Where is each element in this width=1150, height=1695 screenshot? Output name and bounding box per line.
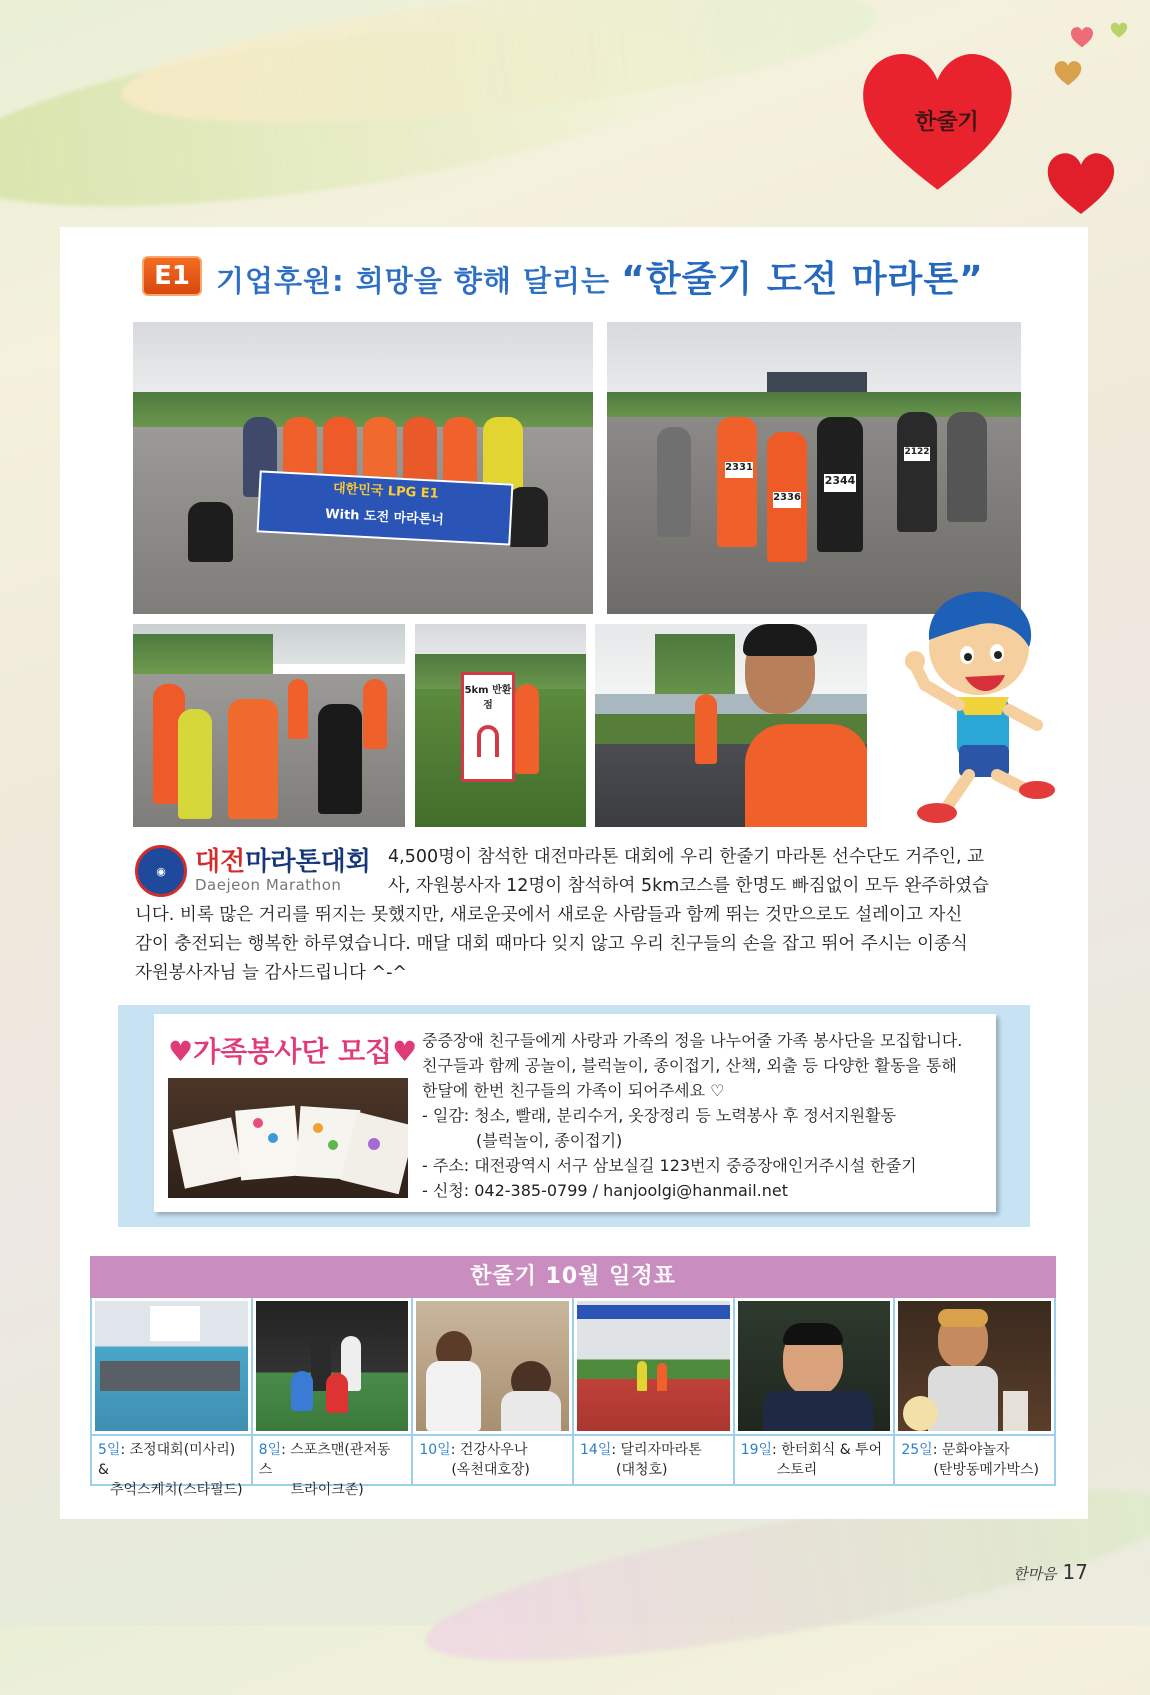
schedule-item	[574, 1298, 735, 1484]
schedule-photo	[577, 1301, 730, 1431]
volunteer-photo	[168, 1078, 408, 1198]
schedule-item	[92, 1298, 253, 1498]
schedule-day: 5일	[98, 1442, 121, 1458]
schedule-text: 스토리	[776, 1462, 818, 1478]
volunteer-line: - 신청: 042-385-0799 / hanjoolgi@hanmail.net	[422, 1181, 789, 1200]
sign-text: 5km 반환점	[464, 685, 512, 711]
volunteer-line: 중증장애 친구들에게 사랑과 가족의 정을 나누어줄 가족 봉사단을 모집합니다.	[422, 1031, 963, 1050]
logo-subtitle: Daejeon Marathon	[195, 876, 342, 894]
schedule-day: 25일	[901, 1442, 933, 1458]
schedule-photo	[95, 1301, 248, 1431]
corner-tag: 한줄기	[915, 110, 979, 135]
schedule-day: 19일	[740, 1442, 773, 1458]
banner-sub: With 도전 마라톤너	[324, 506, 445, 529]
schedule-text: : 스포츠맨(관저동 스	[258, 1442, 391, 1478]
volunteer-line: - 주소: 대전광역시 서구 삼보실길 123번지 중증장애인거주시설 한줄기	[422, 1156, 917, 1175]
volunteer-title: ♥가족봉사단 모집♥	[168, 1035, 418, 1068]
volunteer-recruit-box	[118, 1005, 1030, 1227]
bib-number: 2331	[725, 462, 753, 478]
e1-logo: E1	[142, 256, 202, 296]
article-headline	[142, 253, 984, 299]
schedule-day: 10일	[419, 1442, 451, 1458]
schedule-text: : 문화야놀자	[932, 1442, 1010, 1458]
tiny-heart-icon	[1053, 60, 1083, 86]
article-line: 사, 자원봉사자 12명이 참석하여 5km코스를 한명도 빠짐없이 모두 완주하였습	[388, 876, 989, 896]
bib-number: 2336	[773, 492, 801, 508]
logo-title-blue: 마라톤대회	[245, 847, 371, 877]
bib-number: 2122	[904, 447, 930, 461]
photo-stretching	[133, 624, 405, 827]
schedule-item	[413, 1298, 574, 1484]
photo-smiling-runner	[595, 624, 867, 827]
schedule-text: : 조정대회(미사리) &	[98, 1442, 236, 1478]
schedule-item	[895, 1298, 1054, 1484]
october-schedule	[90, 1256, 1056, 1498]
volunteer-details	[422, 1028, 962, 1203]
schedule-text: : 한터회식 & 투어	[772, 1442, 883, 1458]
volunteer-card	[154, 1014, 996, 1212]
volunteer-line: (블럭놀이, 종이접기)	[476, 1131, 623, 1150]
schedule-photo	[898, 1301, 1051, 1431]
article-line: 니다. 비록 많은 거리를 뛰지는 못했지만, 새로운곳에서 새로운 사람들과 함께 뛰는 것만으로도 설레이고 자신	[135, 905, 963, 925]
schedule-text: (탄방동메가박스)	[933, 1462, 1039, 1478]
running-boy-illustration	[897, 585, 1057, 835]
tiny-heart-icon	[1110, 22, 1128, 38]
schedule-grid	[90, 1298, 1056, 1498]
schedule-text: : 달리자마라톤	[611, 1442, 702, 1458]
schedule-photo	[416, 1301, 569, 1431]
turnaround-sign	[461, 672, 515, 782]
small-heart-icon	[1045, 148, 1117, 218]
page-footer	[1013, 1560, 1088, 1584]
daejeon-marathon-logo	[135, 845, 371, 897]
photo-runners	[607, 322, 1021, 614]
banner-text: 대한민국 LPG E1	[332, 481, 440, 502]
volunteer-line: 한달에 한번 친구들의 가족이 되어주세요 ♡	[422, 1081, 725, 1100]
article-line: 자원봉사자님 늘 감사드립니다 ^-^	[135, 963, 408, 983]
bib-number: 2344	[824, 474, 856, 492]
page-number: 17	[1062, 1560, 1088, 1584]
schedule-text: 트라이크존)	[290, 1482, 364, 1498]
volunteer-line: - 일감: 청소, 빨래, 분리수거, 옷장정리 등 노력봉사 후 정서지원활동	[422, 1106, 897, 1125]
schedule-photo	[256, 1301, 409, 1431]
article-line: 4,500명이 참석한 대전마라톤 대회에 우리 한줄기 마라톤 선수단도 거주인, 교	[388, 847, 984, 867]
schedule-title: 한줄기 10월 일정표	[90, 1256, 1056, 1298]
photo-5km-sign	[415, 624, 586, 827]
schedule-text: : 건강사우나	[450, 1442, 528, 1458]
schedule-item	[735, 1298, 896, 1484]
headline-quoted: “한줄기 도전 마라톤”	[621, 258, 984, 300]
volunteer-line: 친구들과 함께 공놀이, 블럭놀이, 종이접기, 산책, 외출 등 다양한 활동을 통해	[422, 1056, 957, 1075]
photo-banner	[257, 470, 514, 545]
schedule-text: 추억스케치(스타필드)	[110, 1482, 243, 1498]
tiny-heart-icon	[1070, 26, 1094, 48]
schedule-item	[253, 1298, 414, 1498]
schedule-text: (옥천대호장)	[451, 1462, 530, 1478]
magazine-name: 한마음	[1013, 1565, 1057, 1583]
schedule-text: (대청호)	[616, 1462, 668, 1478]
headline-prefix: 기업후원: 희망을 향해 달리는	[216, 263, 611, 298]
marathon-emblem-icon: ◉	[135, 845, 187, 897]
schedule-day: 8일	[258, 1442, 282, 1458]
schedule-day: 14일	[580, 1442, 612, 1458]
schedule-photo	[738, 1301, 891, 1431]
article-line: 감이 충전되는 행복한 하루였습니다. 매달 대회 때마다 잊지 않고 우리 친구들의 손을 잡고 뛰어 주시는 이종식	[135, 934, 968, 954]
logo-title-red: 대전	[195, 847, 246, 877]
photo-group-banner	[133, 322, 593, 614]
